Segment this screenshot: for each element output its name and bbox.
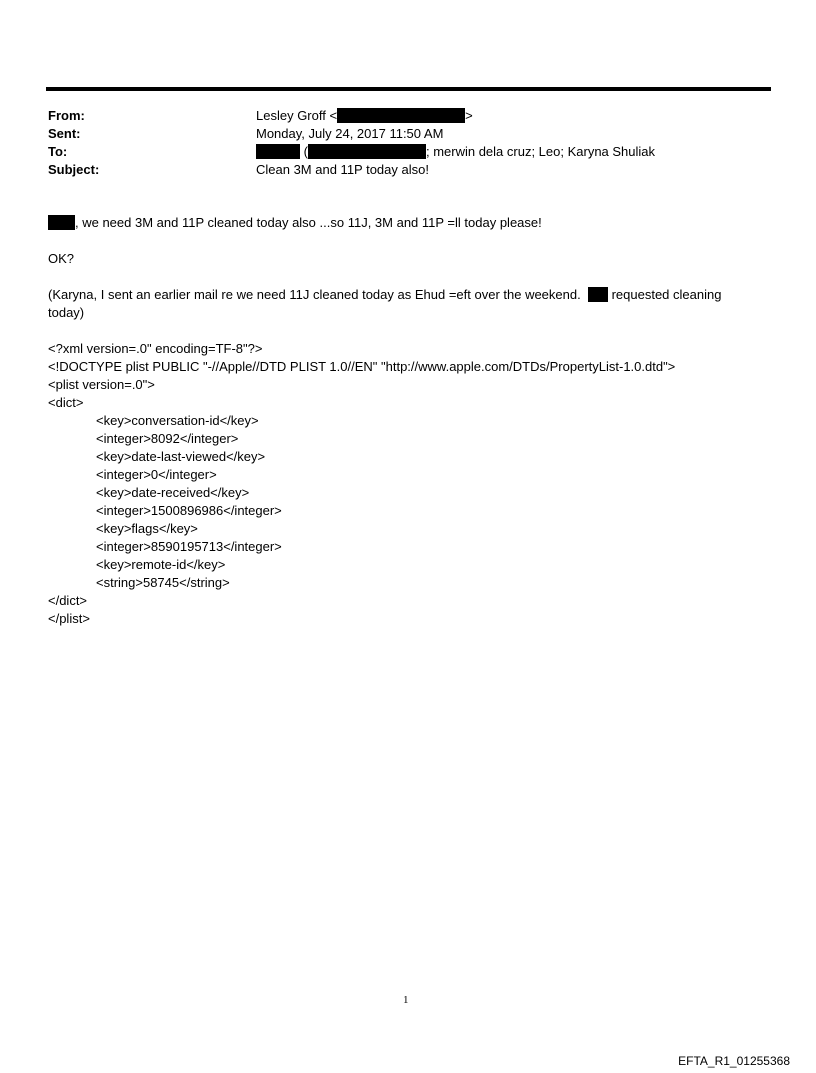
code-line: <key>date-last-viewed</key>	[96, 449, 266, 464]
from-value	[256, 107, 473, 125]
from-name: Lesley Groff <	[256, 108, 338, 123]
redaction-box	[337, 108, 465, 123]
to-label: To:	[48, 144, 68, 159]
code-line: <integer>8590195713</integer>	[96, 539, 282, 554]
subject-label: Subject:	[48, 162, 100, 177]
from-close: >	[465, 108, 473, 123]
code-line: <string>58745</string>	[96, 575, 230, 590]
to-rest: ; merwin dela cruz; Leo; Karyna Shuliak	[425, 144, 656, 159]
to-value	[256, 143, 655, 161]
body-line-3	[48, 286, 763, 322]
from-row	[48, 107, 768, 125]
code-line: <!DOCTYPE plist PUBLIC "-//Apple//DTD PLIST 1.0//EN" "http://www.apple.com/DTDs/PropertyList-1.0.dtd">	[48, 359, 676, 374]
redaction-box	[588, 287, 608, 302]
code-line: <key>flags</key>	[96, 521, 198, 536]
code-line: <key>remote-id</key>	[96, 557, 226, 572]
code-line: <integer>8092</integer>	[96, 431, 239, 446]
subject-value: Clean 3M and 11P today also!	[256, 162, 429, 177]
redaction-box	[308, 144, 426, 159]
body-line-2: OK?	[48, 251, 75, 266]
code-line: <key>conversation-id</key>	[96, 413, 259, 428]
body-text: requested cleaning	[611, 287, 722, 302]
page-number: 1	[403, 994, 409, 1006]
body-line-1	[48, 214, 763, 232]
to-paren: (	[303, 144, 308, 159]
document-id: EFTA_R1_01255368	[678, 1054, 790, 1068]
email-body	[48, 214, 763, 628]
redaction-box	[256, 144, 300, 159]
redaction-box	[48, 215, 75, 230]
code-line: <?xml version=.0" encoding=TF-8"?>	[48, 341, 263, 356]
sent-row	[48, 125, 768, 143]
subject-row	[48, 161, 768, 179]
code-line: </plist>	[48, 611, 90, 626]
body-text: today)	[48, 305, 85, 320]
email-header	[48, 107, 768, 179]
body-text: , we need 3M and 11P cleaned today also ...so 11J, 3M and 11P =ll today please!	[75, 215, 542, 230]
body-text: (Karyna, I sent an earlier mail re we need 11J cleaned today as Ehud =eft over the weekend.	[48, 287, 581, 302]
code-line: <integer>0</integer>	[96, 467, 217, 482]
plist-code-block	[48, 340, 763, 628]
code-line: <key>date-received</key>	[96, 485, 250, 500]
to-row	[48, 143, 768, 161]
code-line: <integer>1500896986</integer>	[96, 503, 282, 518]
code-line: <dict>	[48, 395, 84, 410]
sent-value: Monday, July 24, 2017 11:50 AM	[256, 126, 444, 141]
from-label: From:	[48, 108, 85, 123]
code-line: <plist version=.0">	[48, 377, 155, 392]
header-rule	[46, 87, 771, 91]
code-line: </dict>	[48, 593, 88, 608]
sent-label: Sent:	[48, 126, 81, 141]
